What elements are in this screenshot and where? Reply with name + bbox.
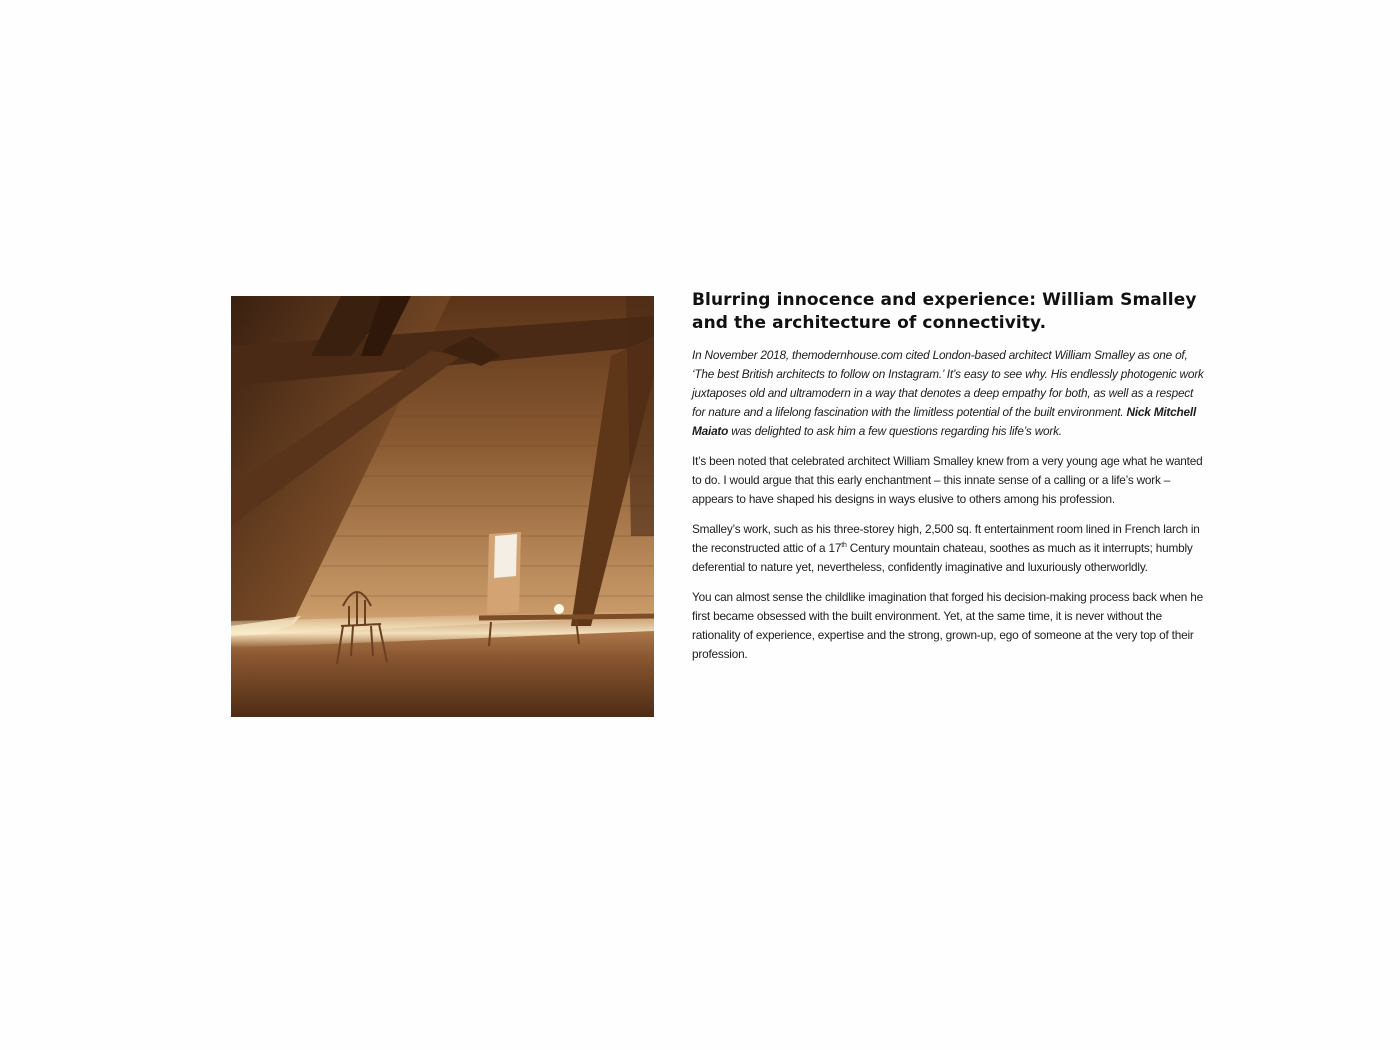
intro-text: In November 2018, themodernhouse.com cited London-based architect William Smalley as one of, ‘The best British architects to follow on Instagram.’ It’s easy to see why. His endlessly photogenic work juxtaposes old and ultramodern in a way that denotes a deep empathy for both, as well as a respect for nature and a lifelong fascination with the limitless potential of the built environment.: [692, 348, 1204, 419]
intro-text-end: was delighted to ask him a few questions regarding his life’s work.: [731, 424, 1062, 438]
author-name: Nick Mitchell Maiato: [692, 405, 1197, 438]
paragraph-2-start: Smalley’s work, such as his three-storey high, 2,500 sq. ft entertainment room lined in French larch in the reconstructed attic of a 17: [692, 522, 1200, 555]
attic-interior-image: [231, 296, 654, 717]
paragraph-2: [692, 520, 1204, 577]
attic-photo: [231, 296, 654, 717]
ordinal-suffix: th: [841, 542, 847, 550]
paragraph-1: It’s been noted that celebrated architect William Smalley knew from a very young age what he wanted to do. I would argue that this early enchantment – this innate sense of a calling or a life’s work – appears to have shaped his designs in ways elusive to others among his profession.: [692, 454, 1203, 506]
paragraph-2-end: Century mountain chateau, soothes as much as it interrupts; humbly deferential to nature yet, nevertheless, confidently imaginative and luxuriously otherworldly.: [692, 541, 1193, 574]
article: [692, 289, 1204, 675]
intro-paragraph: [692, 346, 1204, 441]
paragraph-3: You can almost sense the childlike imagination that forged his decision-making process back when he first became obsessed with the built environment. Yet, at the same time, it is never without the rationality of experience, expertise and the strong, grown-up, ego of someone at the very top of their profession.: [692, 590, 1203, 661]
article-title: Blurring innocence and experience: William Smalley and the architecture of connectivity.: [692, 290, 1197, 333]
